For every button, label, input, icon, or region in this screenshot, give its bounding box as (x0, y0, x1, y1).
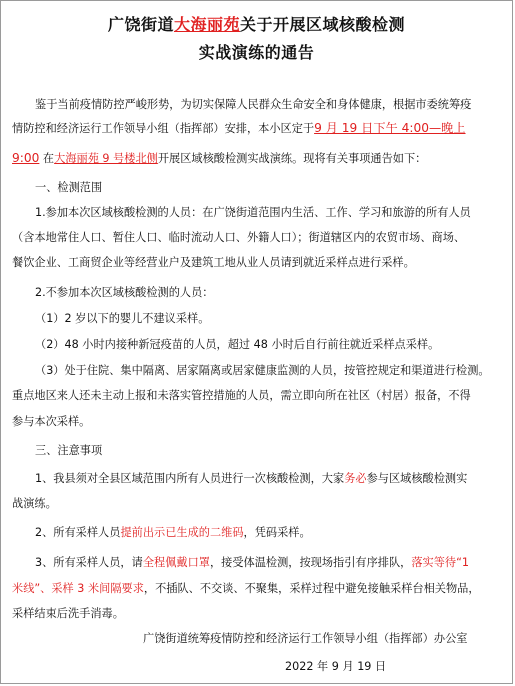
title-highlight-community: 大海丽苑 (173, 15, 240, 34)
intro-line3: 9:00 在大海丽苑 9 号楼北侧开展区域核酸检测实战演练。现将有关事项通告如下： (12, 151, 427, 165)
scope-p5-line3: 参与本次采样。 (12, 415, 91, 428)
note1-line2: 战演练。 (12, 497, 57, 510)
note3-line3: 采样结束后洗手消毒。 (12, 607, 124, 620)
note2: 2、所有采样人员提前出示已生成的二维码，凭码采样。 (35, 526, 311, 539)
note2-highlight: 提前出示已生成的二维码 (120, 526, 244, 539)
note1-highlight: 务必 (344, 472, 367, 485)
notice-title-line2: 实战演练的通告 (198, 43, 315, 62)
issuing-office: 广饶街道统筹疫情防控和经济运行工作领导小组（指挥部）办公室 (143, 632, 468, 645)
scope-p2: 2.不参加本次区域核酸检测的人员： (35, 286, 214, 299)
note1-line1: 1、我县须对全县区域范围内所有人员进行一次核酸检测，大家务必参与区域核酸检测实 (35, 472, 468, 485)
scope-p1-line3: 餐饮企业、工商贸企业等经营业户及建筑工地从业人员请到就近采样点进行采样。 (12, 256, 415, 269)
notice-title-line1: 广饶街道大海丽苑关于开展区域核酸检测 (107, 15, 406, 34)
drill-location-highlight: 大海丽苑 9 号楼北侧 (54, 152, 158, 165)
scope-p3: （1）2 岁以下的婴儿不建议采样。 (35, 312, 210, 325)
note3-line1: 3、所有采样人员，请全程佩戴口罩，接受体温检测，按现场指引有序排队，落实等待“1 (35, 556, 470, 569)
issue-date: 2022 年 9 月 19 日 (285, 660, 387, 673)
drill-time-highlight: 9 月 19 日下午 4:00—晚上 (314, 121, 466, 135)
scope-p1-line2: （含本地常住人口、暂住人口、临时流动人口、外籍人口）；街道辖区内的农贸市场、商场、 (12, 231, 466, 244)
scope-p5-line1: （3）处于住院、集中隔离、居家隔离或居家健康监测的人员，按管控规定和渠道进行检测。 (35, 364, 490, 377)
drill-end-time-highlight: 9:00 (12, 151, 40, 165)
section-heading-scope: 一、检测范围 (35, 181, 103, 194)
note3-highlight-distance: 落实等待“1 (411, 556, 470, 569)
scope-p1-line1: 1.参加本次区域核酸检测的人员：在广饶街道范围内生活、工作、学习和旅游的所有人员 (35, 206, 471, 219)
note3-highlight-mask: 全程佩戴口罩 (142, 556, 210, 569)
note3-highlight-spacing: 米线”、采样 3 米间隔要求 (12, 582, 144, 595)
intro-line2: 情防控和经济运行工作领导小组（指挥部）安排，本小区定于9 月 19 日下午 4:00—晚上 (12, 121, 466, 135)
note3-line2: 米线”、采样 3 米间隔要求，不插队、不交谈、不聚集，采样过程中避免接触采样台相关物品， (12, 582, 480, 595)
intro-line1: 鉴于当前疫情防控严峻形势，为切实保障人民群众生命安全和身体健康，根据市委统筹疫 (35, 98, 472, 111)
section-heading-notes: 三、注意事项 (35, 444, 103, 457)
scope-p5-line2: 重点地区来人还未主动上报和未落实管控措施的人员，需立即向所在社区（村居）报备，不得 (12, 389, 471, 402)
scope-p4: （2）48 小时内接种新冠疫苗的人员，超过 48 小时后自行前往就近采样点采样。 (35, 338, 440, 351)
